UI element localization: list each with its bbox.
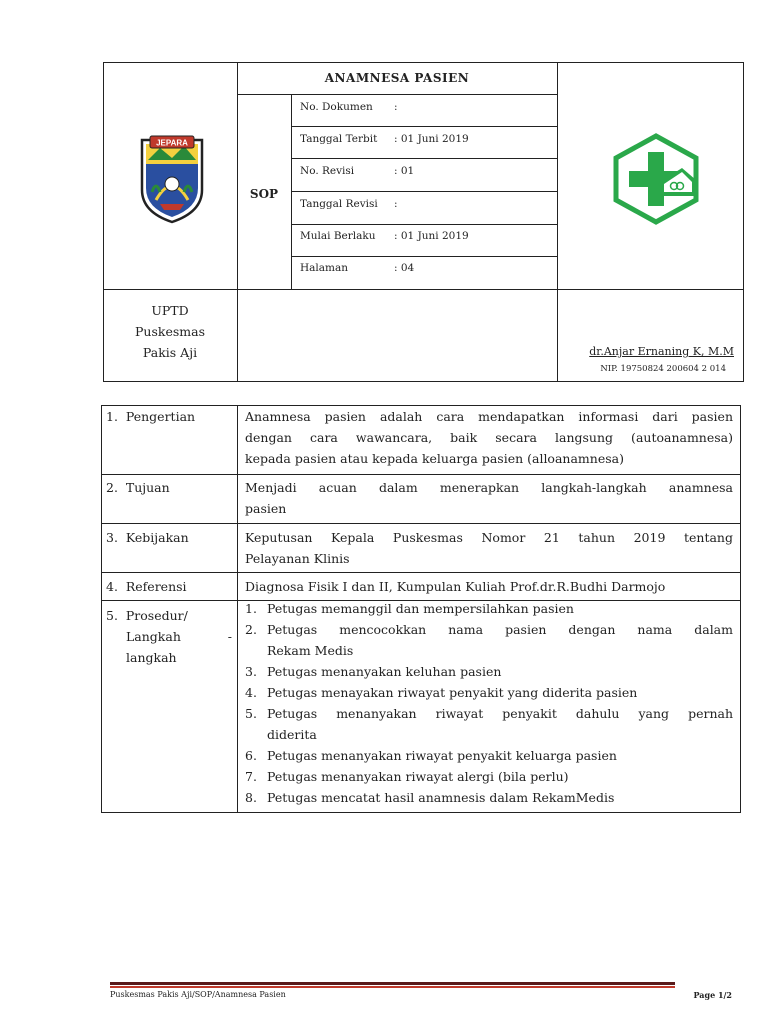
- divider: [101, 523, 741, 524]
- meta-key: Tanggal Terbit: [300, 133, 378, 145]
- document-title: ANAMNESA PASIEN: [324, 71, 470, 85]
- meta-key: No. Revisi: [300, 165, 355, 177]
- text-line: kepada pasien atau kepada keluarga pasien (alloanamnesa): [245, 451, 624, 466]
- text-tujuan: [245, 477, 733, 519]
- unit-name: [103, 300, 237, 363]
- meta-row-halaman: [300, 262, 415, 274]
- sop-label: SOP: [249, 187, 279, 201]
- label-referensi: 4. Referensi: [106, 579, 187, 594]
- step-line: Petugas menanyakan keluhan pasien: [267, 664, 502, 679]
- text-line: Keputusan Kepala Puskesmas Nomor 21 tahun 2019 tentang: [245, 530, 733, 545]
- text-kebijakan: [245, 527, 733, 569]
- text-line: Menjadi acuan dalam menerapkan langkah-langkah anamnesa: [245, 480, 733, 495]
- meta-row-tanggal-revisi: [300, 198, 398, 210]
- step-number: 3.: [245, 664, 257, 679]
- meta-key: Tanggal Revisi: [300, 198, 378, 210]
- list-item: [245, 661, 733, 682]
- step-line: Petugas menanyakan riwayat alergi (bila perlu): [267, 769, 569, 784]
- list-item: [245, 766, 733, 787]
- meta-value: : 01 Juni 2019: [394, 230, 469, 242]
- label-line: Langkah: [126, 629, 181, 644]
- label-kebijakan: 3. Kebijakan: [106, 530, 189, 545]
- list-item: [245, 745, 733, 766]
- meta-row-mulai-berlaku: [300, 230, 469, 242]
- label-prosedur: [106, 605, 232, 668]
- meta-value: : 01 Juni 2019: [394, 133, 469, 145]
- divider: [291, 256, 557, 257]
- unit-line: Puskesmas: [135, 324, 205, 339]
- meta-key: Mulai Berlaku: [300, 230, 376, 242]
- divider: [291, 126, 557, 127]
- step-number: 5.: [245, 706, 257, 721]
- list-item: [245, 598, 733, 619]
- label-line-group: [106, 626, 232, 647]
- text-line: Pelayanan Klinis: [245, 551, 350, 566]
- divider: [291, 224, 557, 225]
- meta-key: No. Dokumen: [300, 101, 373, 113]
- footer-rule-dark: [110, 982, 675, 985]
- text-referensi: Diagnosa Fisik I dan II, Kumpulan Kuliah Prof.dr.R.Budhi Darmojo: [245, 579, 666, 594]
- list-item: [245, 787, 733, 808]
- step-number: 6.: [245, 748, 257, 763]
- meta-value: :: [394, 198, 398, 210]
- signatory-nip: NIP. 19750824 200604 2 014: [600, 364, 726, 374]
- meta-row-no-dokumen: [300, 101, 398, 113]
- label-tujuan: 2. Tujuan: [106, 480, 170, 495]
- divider: [557, 62, 558, 382]
- label-pengertian: 1. Pengertian: [106, 409, 196, 424]
- puskesmas-logo: [610, 132, 702, 226]
- footer-rule-red: [110, 986, 675, 988]
- label-line: 5. Prosedur/: [106, 608, 188, 623]
- step-line: Petugas mencocokkan nama pasien dengan nama dalam: [267, 622, 733, 637]
- meta-value: : 04: [394, 262, 415, 274]
- step-line: Petugas mencatat hasil anamnesis dalam RekamMedis: [267, 790, 615, 805]
- divider: [291, 191, 557, 192]
- jepara-logo-text: JEPARA: [156, 138, 188, 148]
- step-line: Petugas menanyakan riwayat penyakit dahulu yang pernah: [267, 706, 733, 721]
- text-line: Anamnesa pasien adalah cara mendapatkan informasi dari pasien: [245, 409, 733, 424]
- unit-line: UPTD: [151, 303, 189, 318]
- text-line: pasien: [245, 501, 287, 516]
- divider: [291, 158, 557, 159]
- unit-line: Pakis Aji: [142, 345, 198, 360]
- footer-left: Puskesmas Pakis Aji/SOP/Anamnesa Pasien: [110, 990, 286, 999]
- step-number: 4.: [245, 685, 257, 700]
- procedure-steps: [245, 598, 733, 808]
- label-line: langkah: [126, 650, 177, 665]
- step-line: diderita: [267, 727, 317, 742]
- divider: [101, 474, 741, 475]
- text-pengertian: [245, 406, 733, 469]
- meta-row-tanggal-terbit: [300, 133, 469, 145]
- divider: [103, 289, 744, 290]
- list-item: [245, 682, 733, 703]
- step-line: Petugas menanyakan riwayat penyakit keluarga pasien: [267, 748, 617, 763]
- step-line: Petugas memanggil dan mempersilahkan pasien: [267, 601, 574, 616]
- step-line: Petugas menayakan riwayat penyakit yang diderita pasien: [267, 685, 638, 700]
- jepara-crest-logo: [136, 132, 208, 226]
- meta-value: : 01: [394, 165, 415, 177]
- footer-page-number: Page 1/2: [693, 990, 732, 1000]
- list-item: [245, 703, 733, 745]
- label-dash: -: [227, 629, 232, 644]
- signatory-name: dr.Anjar Ernaning K, M.M: [589, 345, 734, 358]
- step-number: 2.: [245, 622, 257, 637]
- meta-row-no-revisi: [300, 165, 415, 177]
- list-item: [245, 619, 733, 661]
- divider: [101, 572, 741, 573]
- divider: [237, 405, 238, 813]
- meta-key: Halaman: [300, 262, 349, 274]
- step-line: Rekam Medis: [267, 643, 354, 658]
- step-number: 8.: [245, 790, 257, 805]
- step-number: 7.: [245, 769, 257, 784]
- meta-value: :: [394, 101, 398, 113]
- step-number: 1.: [245, 601, 257, 616]
- text-line: dengan cara wawancara, baik secara langsung (autoanamnesa): [245, 430, 733, 445]
